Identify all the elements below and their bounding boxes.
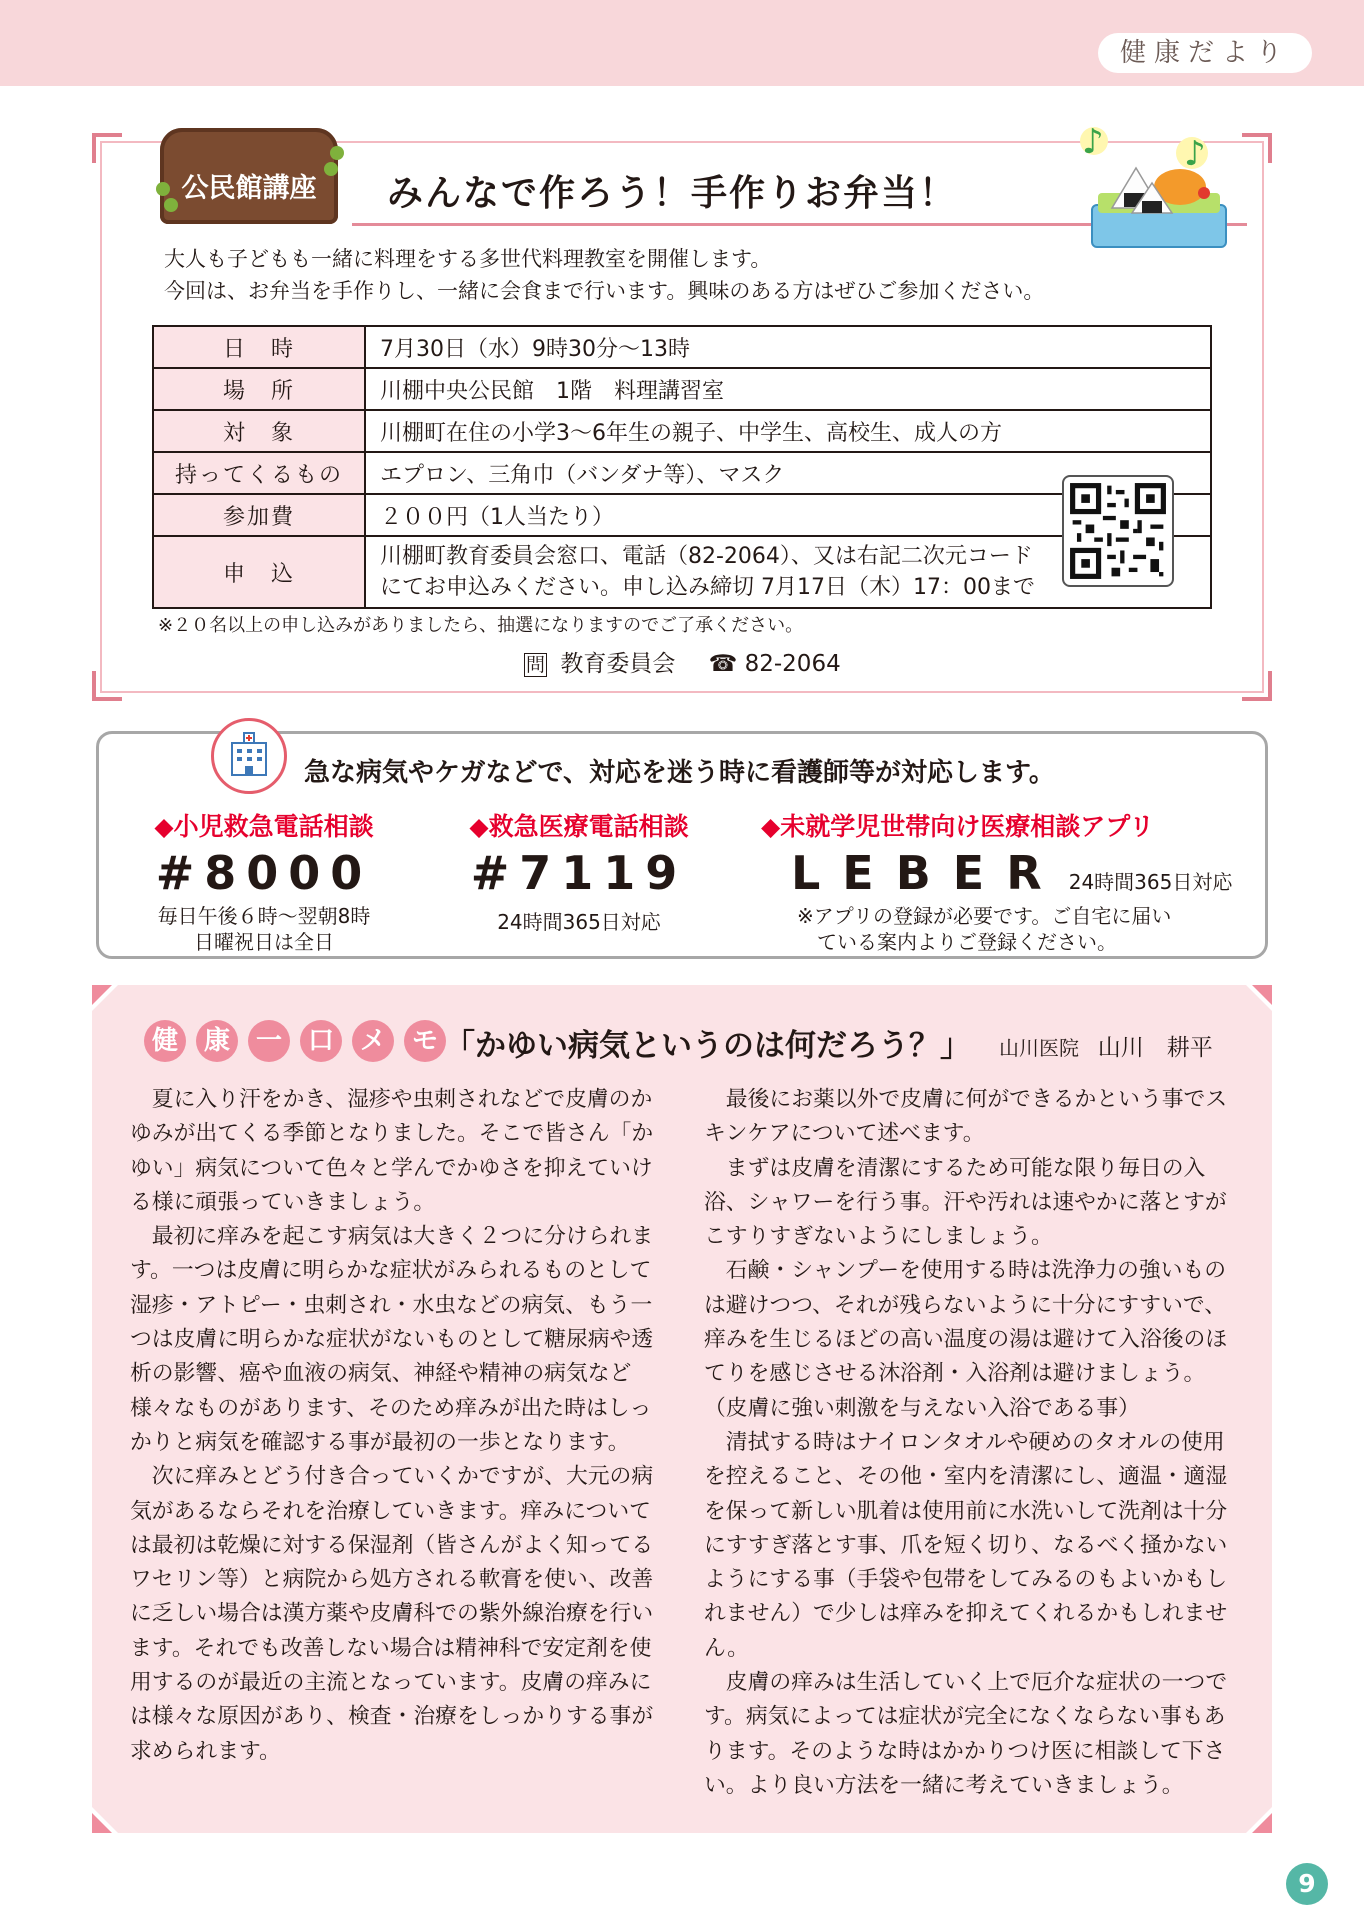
memo-paragraph: まずは皮膚を清潔にするため可能な限り毎日の入浴、シャワーを行う事。汗や汚れは速やかに落とすがこすりすぎないようにしましょう。 <box>704 1155 1227 1250</box>
memo-paragraph: 最後にお薬以外で皮膚に何ができるかという事でスキンケアについて述べます。 <box>704 1087 1228 1147</box>
author-name: 山川 耕平 <box>1097 1035 1213 1061</box>
row-label: 申 込 <box>153 536 365 608</box>
event-info-table <box>152 325 1212 609</box>
emergency-hours: 日曜祝日は全日 <box>194 930 334 954</box>
emergency-heading: 急な病気やケガなどで、対応を迷う時に看護師等が対応します。 <box>304 758 1055 788</box>
memo-heading <box>144 1020 446 1062</box>
memo-paragraph: 最初に痒みを起こす病気は大きく２つに分けられます。一つは皮膚に明らかな症状がみられるものとして湿疹・アトピー・虫刺され・水虫などの病気、もう一つは皮膚に明らかな症状がないものとして糖尿病や透析の影響、癌や血液の病気、神経や精神の病気など様々なものがあります、そのため痒みが出た時はしっかりと病気を確認する事が最初の一歩となります。 <box>130 1224 654 1455</box>
row-value: ２００円（1人当たり） <box>365 494 1211 536</box>
event-box <box>92 122 1272 701</box>
frame-corner <box>1242 671 1272 701</box>
intro-line: 今回は、お弁当を手作りし、一緒に会食まで行います。興味のある方はぜひご参加ください。 <box>164 279 1045 303</box>
emergency-hours: 24時間365日対応 <box>497 910 661 934</box>
hospital-icon <box>211 718 287 794</box>
memo-right-column <box>704 1083 1232 1803</box>
contact-tel[interactable]: 82-2064 <box>744 651 841 677</box>
memo-paragraph: 石鹸・シャンプーを使用する時は洗浄力の強いものは避けつつ、それが残らないように十分にすすいで、痒みを生じるほどの高い温度の湯は避けて入浴後のほてりを感じさせる沐浴剤・入浴剤は避けましょう。（皮膚に強い刺激を与えない入浴である事） <box>704 1258 1228 1421</box>
apply-line: 川棚町教育委員会窓口、電話（82-2064）、又は右記二次元コード <box>380 544 1033 569</box>
emergency-item <box>145 807 383 955</box>
memo-paragraph: 皮膚の痒みは生活していく上で厄介な症状の一つです。病気によっては症状が完全になくならない事もあります。そのような時はかかりつけ医に相談して下さい。より良い方法を一緒に考えていきましょう。 <box>704 1670 1228 1798</box>
row-label: 対 象 <box>153 410 365 452</box>
event-note: ※２０名以上の申し込みがありましたら、抽選になりますのでご了承ください。 <box>158 615 804 636</box>
memo-heading-char: メ <box>352 1020 394 1062</box>
row-label: 日 時 <box>153 326 365 368</box>
memo-heading-char: モ <box>404 1020 446 1062</box>
app-note: ※アプリの登録が必要です。ご自宅に届い <box>797 904 1172 928</box>
table-row <box>153 494 1211 536</box>
row-value: 川棚中央公民館 1階 料理講習室 <box>365 368 1211 410</box>
memo-title: 「かゆい病気というのは何だろう？」 <box>444 1028 971 1064</box>
bento-illustration <box>1072 113 1242 253</box>
row-value: 7月30日（水）9時30分～13時 <box>365 326 1211 368</box>
inquiry-mark: 問 <box>526 654 546 676</box>
emergency-hours: 毎日午後６時～翌朝8時 <box>157 904 371 928</box>
app-hours: 24時間365日対応 <box>1068 870 1233 894</box>
row-value: 川棚町在住の小学3～6年生の親子、中学生、高校生、成人の方 <box>365 410 1211 452</box>
frame-corner <box>92 671 122 701</box>
memo-paragraph: 清拭する時はナイロンタオルや硬めのタオルの使用を控えること、その他・室内を清潔にし、適温・適湿を保って新しい肌着は使用前に水洗いして洗剤は十分にすすぎ落とす事、爪を短く切り、なるべく掻かないようにする事（手袋や包帯をしてみるのもよいかもしれません）で少しは痒みを抑えてくれるかもしれません。 <box>704 1429 1228 1661</box>
emergency-item-title: ◆未就学児世帯向け医療相談アプリ <box>761 812 1155 841</box>
memo-paragraph: 夏に入り汗をかき、湿疹や虫刺されなどで皮膚のかゆみが出てくる季節となりました。そこで皆さん「かゆい」病気について色々と学んでかゆさを抑えていける様に頑張っていきましょう。 <box>130 1087 654 1215</box>
emergency-box <box>96 731 1268 959</box>
event-title: みんなで作ろう！手作りお弁当！ <box>387 173 958 214</box>
row-value: エプロン、三角巾（バンダナ等）、マスク <box>365 452 1211 494</box>
row-label: 参加費 <box>153 494 365 536</box>
frame-corner <box>92 133 122 163</box>
event-intro <box>164 243 1044 307</box>
clover-icon <box>324 162 338 176</box>
app-name[interactable]: LEBER <box>791 846 1064 900</box>
memo-paragraph: 次に痒みとどう付き合っていくかですが、大元の病気があるならそれを治療していきます。痒みについては最初は乾燥に対する保湿剤（皆さんがよく知ってるワセリン等）と病院から処方される軟膏を使い、改善に乏しい場合は漢方薬や皮膚科での紫外線治療を行います。それでも改善しない場合は精神科で安定剤を使用するのが最近の主流となっています。皮膚の痒みには様々な原因があり、検査・治療をしっかりする事が求められます。 <box>130 1464 654 1764</box>
memo-corner <box>92 985 112 1005</box>
qr-code-icon[interactable] <box>1062 475 1174 587</box>
table-row <box>153 326 1211 368</box>
emergency-item-title: ◆小児救急電話相談 <box>154 812 374 841</box>
phone-icon: ☎ <box>708 651 738 677</box>
event-contact <box>524 645 841 678</box>
emergency-item <box>455 807 703 935</box>
svg-text:♪: ♪ <box>1184 134 1206 174</box>
page-number: 9 <box>1286 1863 1328 1905</box>
table-row <box>153 536 1211 608</box>
emergency-number[interactable]: #8000 <box>155 846 373 900</box>
section-label: 健康だより <box>1098 33 1312 73</box>
svg-text:♪: ♪ <box>1082 122 1104 162</box>
apply-line: にてお申込みください。申し込み締切 7月17日（木）17：00まで <box>380 575 1035 600</box>
frame-corner <box>1242 133 1272 163</box>
memo-heading-char: 口 <box>300 1020 342 1062</box>
table-row <box>153 410 1211 452</box>
clinic-name: 山川医院 <box>999 1036 1079 1060</box>
emergency-item <box>761 807 1233 955</box>
contact-org: 教育委員会 <box>560 651 676 677</box>
clover-icon <box>156 182 170 196</box>
memo-heading-char: 健 <box>144 1020 186 1062</box>
header-band <box>0 0 1364 86</box>
intro-line: 大人も子どもも一緒に料理をする多世代料理教室を開催します。 <box>164 247 772 271</box>
event-badge-label: 公民館講座 <box>181 173 317 204</box>
memo-corner <box>1252 985 1272 1005</box>
clover-icon <box>330 146 344 160</box>
table-row <box>153 452 1211 494</box>
row-label: 場 所 <box>153 368 365 410</box>
event-badge <box>160 128 338 224</box>
health-memo <box>92 985 1272 1833</box>
memo-byline <box>999 1029 1213 1062</box>
emergency-item-title: ◆救急医療電話相談 <box>469 812 689 841</box>
table-row <box>153 368 1211 410</box>
emergency-number[interactable]: #7119 <box>470 846 688 900</box>
row-label: 持ってくるもの <box>153 452 365 494</box>
clover-icon <box>164 198 178 212</box>
memo-corner <box>1252 1813 1272 1833</box>
memo-heading-char: 康 <box>196 1020 238 1062</box>
memo-left-column <box>130 1083 658 1769</box>
memo-heading-char: 一 <box>248 1020 290 1062</box>
app-note: ている案内よりご登録ください。 <box>817 930 1117 954</box>
memo-corner <box>92 1813 112 1833</box>
